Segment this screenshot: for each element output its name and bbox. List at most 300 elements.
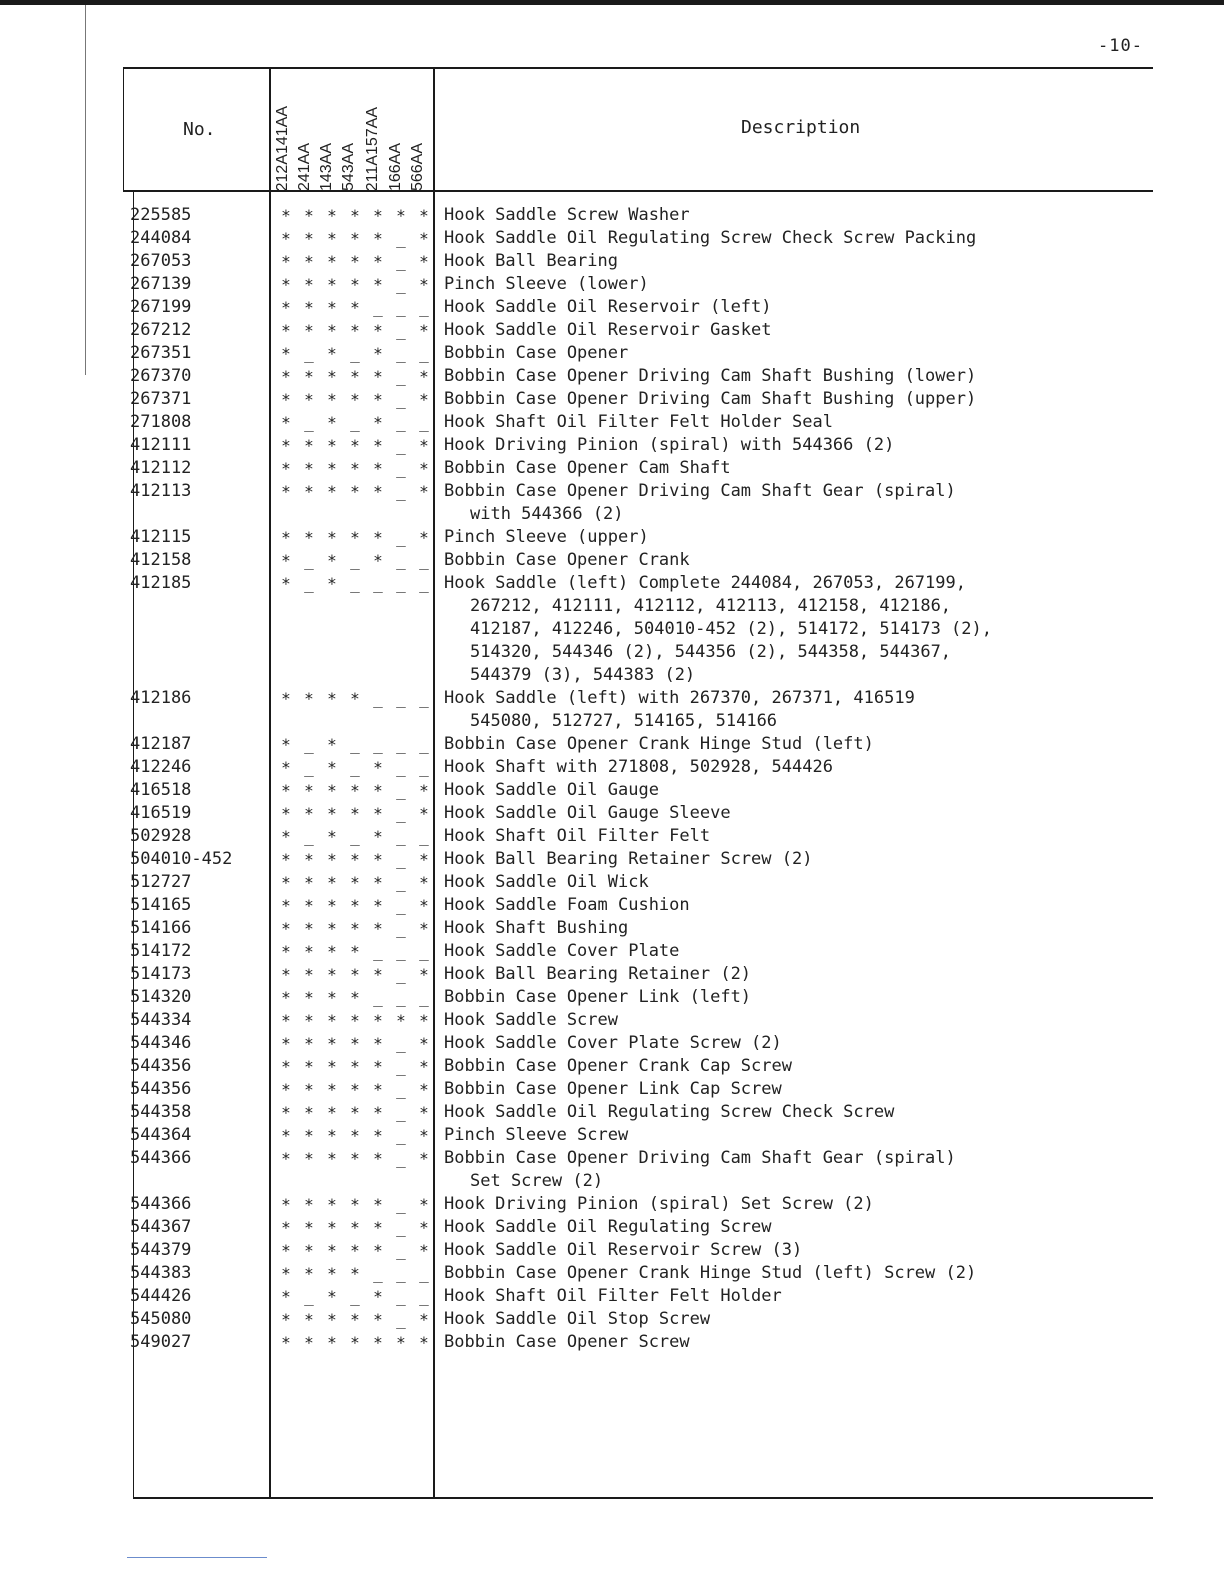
- model-label: 211A157AA: [364, 106, 381, 191]
- part-number: 412185: [130, 573, 192, 593]
- description-line: Hook Saddle Oil Stop Screw: [444, 1309, 711, 1329]
- model-mark: _: [350, 758, 360, 777]
- part-number: 412113: [130, 481, 192, 501]
- model-mark: *: [327, 344, 337, 363]
- model-mark: _: [396, 850, 406, 869]
- description-line: Pinch Sleeve (upper): [444, 527, 649, 547]
- model-mark: *: [304, 1057, 314, 1076]
- part-number: 514320: [130, 987, 192, 1007]
- model-mark: *: [373, 1195, 383, 1214]
- model-mark: *: [350, 1057, 360, 1076]
- model-mark: *: [350, 252, 360, 271]
- model-mark: *: [327, 1218, 337, 1237]
- no-column-rule: [269, 67, 271, 1499]
- description-line: Hook Saddle Oil Wick: [444, 872, 649, 892]
- part-description: [444, 779, 1144, 802]
- model-mark: *: [373, 827, 383, 846]
- model-mark: *: [373, 344, 383, 363]
- model-label: 241AA: [296, 142, 313, 191]
- part-description: [444, 1193, 1144, 1216]
- header-no: No.: [183, 119, 216, 140]
- model-mark: *: [281, 758, 291, 777]
- part-description: [444, 1285, 1144, 1308]
- model-mark: *: [304, 873, 314, 892]
- model-mark: *: [419, 1241, 429, 1260]
- model-mark: *: [327, 1241, 337, 1260]
- model-mark: *: [327, 1195, 337, 1214]
- part-number: 412187: [130, 734, 192, 754]
- model-mark: *: [281, 965, 291, 984]
- model-mark: *: [350, 1149, 360, 1168]
- model-mark: *: [281, 367, 291, 386]
- part-description: [444, 365, 1144, 388]
- model-mark: *: [373, 965, 383, 984]
- model-mark: *: [327, 1103, 337, 1122]
- model-mark: *: [281, 229, 291, 248]
- model-mark: _: [304, 551, 314, 570]
- model-mark: _: [396, 413, 406, 432]
- part-number: 412112: [130, 458, 192, 478]
- model-mark: *: [350, 1034, 360, 1053]
- model-mark: *: [281, 1011, 291, 1030]
- model-mark: *: [327, 1011, 337, 1030]
- part-number: 271808: [130, 412, 192, 432]
- model-mark: *: [281, 1287, 291, 1306]
- model-mark: _: [419, 942, 429, 961]
- model-mark: *: [304, 1103, 314, 1122]
- model-mark: _: [396, 1057, 406, 1076]
- model-mark: *: [419, 528, 429, 547]
- model-mark: _: [350, 551, 360, 570]
- model-mark: *: [281, 344, 291, 363]
- model-mark: *: [304, 689, 314, 708]
- models-column-rule: [433, 67, 435, 1499]
- model-mark: *: [373, 1310, 383, 1329]
- part-description: [444, 917, 1144, 940]
- model-mark: *: [281, 459, 291, 478]
- model-mark: *: [419, 850, 429, 869]
- model-mark: *: [419, 804, 429, 823]
- model-mark: *: [327, 850, 337, 869]
- model-mark: _: [396, 1034, 406, 1053]
- part-description: [444, 733, 1144, 756]
- part-number: 545080: [130, 1309, 192, 1329]
- model-mark: *: [419, 1333, 429, 1352]
- model-mark: _: [396, 367, 406, 386]
- part-description: [444, 457, 1144, 480]
- model-mark: *: [304, 1149, 314, 1168]
- part-description: [444, 480, 1144, 526]
- model-mark: *: [350, 1241, 360, 1260]
- model-mark: _: [350, 827, 360, 846]
- part-number: 544346: [130, 1033, 192, 1053]
- description-line: Bobbin Case Opener Link Cap Screw: [444, 1079, 782, 1099]
- model-mark: _: [304, 827, 314, 846]
- model-mark: *: [350, 482, 360, 501]
- model-mark: *: [373, 1126, 383, 1145]
- model-mark: _: [396, 735, 406, 754]
- model-mark: *: [281, 413, 291, 432]
- model-mark: *: [327, 735, 337, 754]
- description-line: Pinch Sleeve (lower): [444, 274, 649, 294]
- model-mark: *: [373, 528, 383, 547]
- model-mark: *: [327, 321, 337, 340]
- part-number: 544366: [130, 1194, 192, 1214]
- model-mark: *: [419, 1011, 429, 1030]
- description-line: Bobbin Case Opener Crank Hinge Stud (left): [444, 734, 874, 754]
- model-mark: *: [327, 1034, 337, 1053]
- model-mark: *: [419, 206, 429, 225]
- model-mark: *: [304, 1218, 314, 1237]
- model-mark: *: [327, 942, 337, 961]
- model-mark: _: [304, 758, 314, 777]
- model-mark: _: [419, 1287, 429, 1306]
- model-mark: _: [396, 229, 406, 248]
- model-mark: *: [281, 689, 291, 708]
- part-description: [444, 1331, 1144, 1354]
- model-mark: *: [350, 988, 360, 1007]
- part-description: [444, 1032, 1144, 1055]
- description-line: Hook Saddle Screw: [444, 1010, 618, 1030]
- model-mark: *: [327, 1149, 337, 1168]
- model-mark: _: [396, 781, 406, 800]
- part-description: [444, 986, 1144, 1009]
- model-mark: *: [350, 896, 360, 915]
- model-mark: *: [281, 735, 291, 754]
- model-mark: *: [373, 1011, 383, 1030]
- model-mark: _: [396, 551, 406, 570]
- model-mark: *: [419, 1310, 429, 1329]
- model-mark: *: [281, 804, 291, 823]
- model-mark: *: [281, 206, 291, 225]
- model-mark: _: [304, 735, 314, 754]
- model-mark: *: [304, 321, 314, 340]
- model-mark: *: [304, 275, 314, 294]
- model-mark: *: [327, 781, 337, 800]
- model-mark: *: [304, 919, 314, 938]
- model-mark: _: [350, 413, 360, 432]
- model-mark: *: [419, 390, 429, 409]
- description-line: Bobbin Case Opener Crank: [444, 550, 690, 570]
- part-number: 225585: [130, 205, 192, 225]
- model-mark: *: [281, 781, 291, 800]
- table-bottom-rule: [133, 1497, 1153, 1499]
- model-mark: *: [281, 850, 291, 869]
- part-number: 502928: [130, 826, 192, 846]
- model-mark: _: [419, 344, 429, 363]
- part-description: [444, 756, 1144, 779]
- model-mark: *: [419, 1057, 429, 1076]
- model-mark: *: [419, 965, 429, 984]
- model-mark: *: [304, 1011, 314, 1030]
- model-mark: *: [327, 482, 337, 501]
- model-mark: *: [281, 1034, 291, 1053]
- model-mark: _: [396, 942, 406, 961]
- model-mark: *: [281, 1218, 291, 1237]
- model-mark: *: [327, 988, 337, 1007]
- part-description: [444, 549, 1144, 572]
- model-mark: *: [419, 1080, 429, 1099]
- table-left-rule: [123, 67, 124, 191]
- model-mark: *: [304, 206, 314, 225]
- description-line: Hook Saddle Cover Plate: [444, 941, 680, 961]
- model-mark: *: [350, 942, 360, 961]
- description-line: 267212, 412111, 412112, 412113, 412158, 412186,: [470, 596, 952, 616]
- model-mark: *: [350, 1011, 360, 1030]
- model-mark: *: [304, 459, 314, 478]
- model-mark: *: [281, 1080, 291, 1099]
- description-line: Hook Shaft Oil Filter Felt Holder Seal: [444, 412, 833, 432]
- model-mark: *: [304, 896, 314, 915]
- model-mark: _: [419, 988, 429, 1007]
- description-line: Hook Driving Pinion (spiral) Set Screw (2): [444, 1194, 874, 1214]
- model-mark: *: [304, 1264, 314, 1283]
- part-number: 544367: [130, 1217, 192, 1237]
- model-mark: _: [419, 298, 429, 317]
- model-mark: *: [304, 1080, 314, 1099]
- description-line: Hook Saddle Foam Cushion: [444, 895, 690, 915]
- model-mark: _: [396, 1080, 406, 1099]
- description-line: Bobbin Case Opener Driving Cam Shaft Gear (spiral): [444, 481, 956, 501]
- part-description: [444, 825, 1144, 848]
- model-mark: *: [373, 850, 383, 869]
- model-mark: *: [304, 229, 314, 248]
- table-top-rule: [123, 67, 1153, 69]
- part-description: [444, 963, 1144, 986]
- model-mark: _: [419, 689, 429, 708]
- model-mark: *: [373, 781, 383, 800]
- model-mark: *: [373, 367, 383, 386]
- model-mark: _: [396, 1103, 406, 1122]
- part-number: 412115: [130, 527, 192, 547]
- model-mark: *: [350, 528, 360, 547]
- model-mark: *: [373, 1080, 383, 1099]
- model-mark: _: [419, 735, 429, 754]
- model-mark: *: [327, 551, 337, 570]
- model-mark: _: [396, 1310, 406, 1329]
- model-mark: *: [327, 827, 337, 846]
- part-description: [444, 319, 1144, 342]
- model-mark: *: [281, 436, 291, 455]
- model-mark: _: [419, 758, 429, 777]
- model-mark: *: [350, 1195, 360, 1214]
- model-mark: *: [304, 1241, 314, 1260]
- model-mark: _: [419, 574, 429, 593]
- part-number: 512727: [130, 872, 192, 892]
- description-line: Bobbin Case Opener Driving Cam Shaft Bushing (lower): [444, 366, 977, 386]
- model-mark: *: [327, 965, 337, 984]
- description-line: Hook Saddle Oil Reservoir Gasket: [444, 320, 772, 340]
- model-mark: *: [327, 298, 337, 317]
- model-mark: *: [373, 275, 383, 294]
- part-description: [444, 1239, 1144, 1262]
- model-mark: *: [281, 1310, 291, 1329]
- model-mark: _: [396, 689, 406, 708]
- model-mark: *: [350, 1264, 360, 1283]
- model-mark: *: [304, 781, 314, 800]
- part-number: 544356: [130, 1056, 192, 1076]
- description-line: 514320, 544346 (2), 544356 (2), 544358, 544367,: [470, 642, 952, 662]
- model-mark: _: [396, 919, 406, 938]
- model-mark: *: [419, 229, 429, 248]
- part-number: 412158: [130, 550, 192, 570]
- part-description: [444, 1262, 1144, 1285]
- model-label: 143AA: [318, 142, 335, 191]
- model-mark: *: [373, 321, 383, 340]
- part-description: [444, 848, 1144, 871]
- part-description: [444, 526, 1144, 549]
- part-number: 514165: [130, 895, 192, 915]
- model-mark: *: [327, 1287, 337, 1306]
- model-mark: _: [396, 1287, 406, 1306]
- part-description: [444, 572, 1144, 687]
- model-mark: *: [419, 1195, 429, 1214]
- part-number: 544356: [130, 1079, 192, 1099]
- part-description: [444, 802, 1144, 825]
- model-mark: _: [396, 965, 406, 984]
- model-mark: _: [396, 390, 406, 409]
- model-mark: *: [281, 390, 291, 409]
- model-mark: *: [327, 689, 337, 708]
- description-line: 544379 (3), 544383 (2): [470, 665, 696, 685]
- model-mark: *: [327, 873, 337, 892]
- description-line: Bobbin Case Opener Driving Cam Shaft Gear (spiral): [444, 1148, 956, 1168]
- model-mark: *: [350, 804, 360, 823]
- model-mark: *: [419, 252, 429, 271]
- model-mark: *: [350, 781, 360, 800]
- part-number: 544334: [130, 1010, 192, 1030]
- description-line: 412187, 412246, 504010-452 (2), 514172, 514173 (2),: [470, 619, 992, 639]
- part-number: 514172: [130, 941, 192, 961]
- model-mark: _: [396, 1218, 406, 1237]
- model-mark: *: [281, 551, 291, 570]
- model-mark: *: [304, 1310, 314, 1329]
- description-line: Hook Shaft Oil Filter Felt: [444, 826, 711, 846]
- model-mark: *: [281, 574, 291, 593]
- model-mark: _: [396, 275, 406, 294]
- model-mark: *: [419, 1218, 429, 1237]
- model-mark: *: [419, 896, 429, 915]
- model-mark: *: [419, 367, 429, 386]
- model-mark: *: [327, 574, 337, 593]
- model-mark: *: [327, 1080, 337, 1099]
- model-mark: *: [304, 528, 314, 547]
- model-mark: *: [350, 1126, 360, 1145]
- model-mark: *: [373, 459, 383, 478]
- footer-rule: [127, 1557, 267, 1558]
- model-mark: _: [304, 1287, 314, 1306]
- model-mark: *: [373, 206, 383, 225]
- description-line: Hook Saddle Oil Reservoir (left): [444, 297, 772, 317]
- model-mark: *: [281, 482, 291, 501]
- part-description: [444, 940, 1144, 963]
- model-mark: *: [327, 919, 337, 938]
- model-mark: *: [350, 873, 360, 892]
- model-mark: *: [373, 1241, 383, 1260]
- model-mark: *: [373, 758, 383, 777]
- description-line: Hook Saddle Cover Plate Screw (2): [444, 1033, 782, 1053]
- part-description: [444, 1101, 1144, 1124]
- model-mark: *: [419, 321, 429, 340]
- model-mark: _: [396, 321, 406, 340]
- description-line: Hook Saddle Oil Reservoir Screw (3): [444, 1240, 803, 1260]
- model-mark: *: [304, 252, 314, 271]
- part-number: 412186: [130, 688, 192, 708]
- model-mark: *: [350, 965, 360, 984]
- model-mark: *: [396, 1011, 406, 1030]
- model-mark: *: [419, 1149, 429, 1168]
- model-mark: *: [419, 873, 429, 892]
- model-mark: *: [281, 321, 291, 340]
- model-mark: _: [350, 735, 360, 754]
- model-mark: *: [304, 1126, 314, 1145]
- model-mark: *: [350, 1333, 360, 1352]
- model-mark: *: [350, 321, 360, 340]
- model-mark: _: [373, 574, 383, 593]
- model-mark: *: [350, 1080, 360, 1099]
- part-number: 267370: [130, 366, 192, 386]
- part-number: 267371: [130, 389, 192, 409]
- model-mark: _: [396, 1264, 406, 1283]
- model-mark: *: [281, 896, 291, 915]
- model-mark: _: [419, 1264, 429, 1283]
- model-mark: *: [373, 1218, 383, 1237]
- model-mark: _: [304, 413, 314, 432]
- model-mark: _: [396, 528, 406, 547]
- model-mark: *: [350, 1218, 360, 1237]
- model-mark: _: [396, 298, 406, 317]
- model-mark: *: [327, 528, 337, 547]
- model-mark: *: [373, 229, 383, 248]
- description-line: Hook Saddle Oil Gauge Sleeve: [444, 803, 731, 823]
- model-mark: *: [327, 229, 337, 248]
- model-mark: *: [327, 758, 337, 777]
- model-mark: *: [327, 413, 337, 432]
- model-mark: *: [350, 206, 360, 225]
- part-number: 412246: [130, 757, 192, 777]
- model-mark: *: [419, 459, 429, 478]
- part-description: [444, 204, 1144, 227]
- model-mark: *: [419, 275, 429, 294]
- model-mark: *: [373, 1057, 383, 1076]
- model-mark: *: [304, 1195, 314, 1214]
- model-mark: _: [396, 988, 406, 1007]
- model-mark: *: [350, 298, 360, 317]
- model-mark: *: [350, 850, 360, 869]
- model-mark: *: [327, 896, 337, 915]
- description-line: Hook Saddle Oil Regulating Screw: [444, 1217, 772, 1237]
- description-line: Hook Saddle Oil Gauge: [444, 780, 659, 800]
- model-mark: *: [419, 919, 429, 938]
- description-line: Bobbin Case Opener Crank Hinge Stud (left) Screw (2): [444, 1263, 977, 1283]
- page-number: -10-: [1098, 36, 1143, 56]
- model-mark: *: [350, 229, 360, 248]
- part-description: [444, 296, 1144, 319]
- model-mark: *: [281, 1195, 291, 1214]
- model-mark: *: [281, 1149, 291, 1168]
- part-description: [444, 1124, 1144, 1147]
- part-description: [444, 273, 1144, 296]
- part-number: 504010-452: [130, 849, 233, 869]
- margin-rule: [85, 5, 86, 375]
- parts-table: [123, 67, 1153, 1499]
- model-mark: *: [281, 1103, 291, 1122]
- model-mark: *: [304, 390, 314, 409]
- part-number: 267139: [130, 274, 192, 294]
- model-mark: _: [396, 1149, 406, 1168]
- description-line: Hook Saddle Oil Regulating Screw Check Screw: [444, 1102, 895, 1122]
- model-mark: *: [327, 1310, 337, 1329]
